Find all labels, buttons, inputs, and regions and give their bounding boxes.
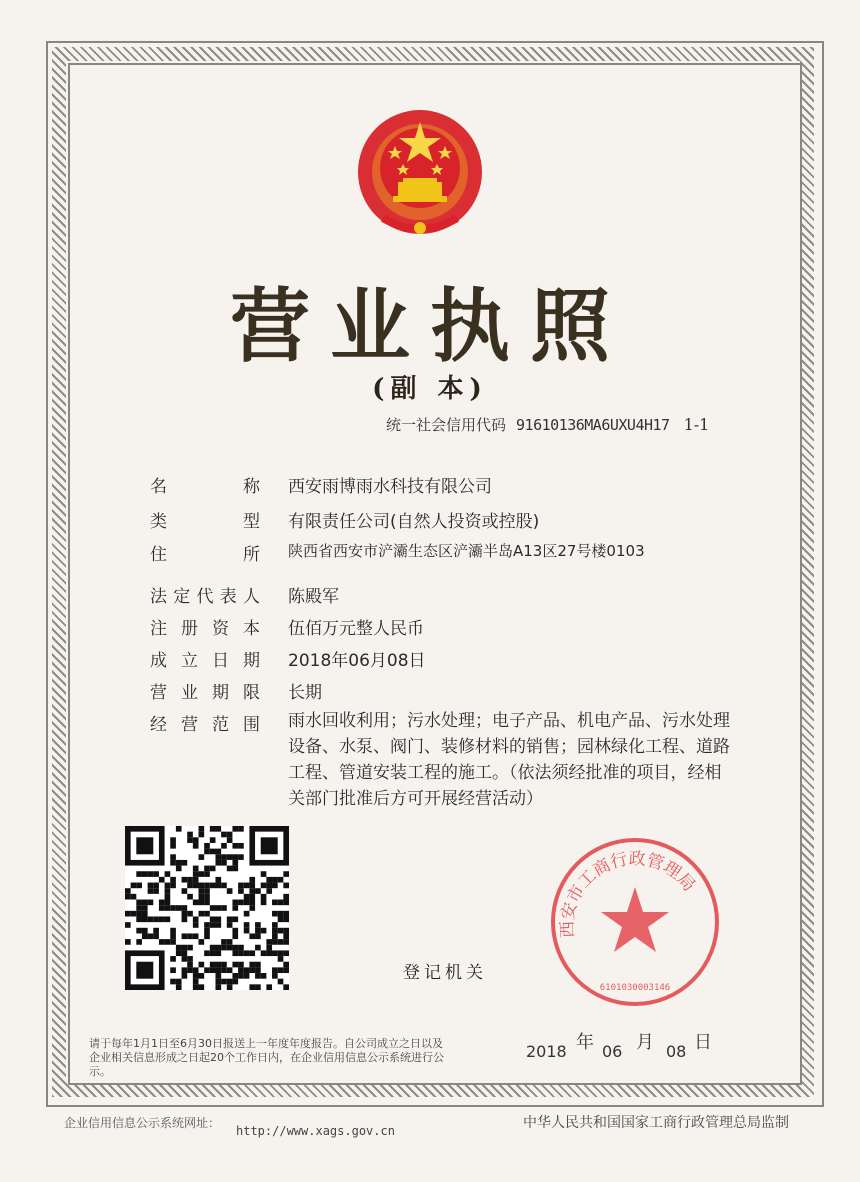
qr-code-icon[interactable] [123,826,291,990]
field-founded [150,646,426,671]
national-emblem-icon [343,100,498,255]
field-address [150,540,645,565]
field-scope [150,710,260,735]
field-value: 长期 [288,683,322,703]
copy-number: 1-1 [683,415,710,434]
seal-text: 西安市工商行政管理局 [557,849,699,939]
field-label: 经 营 范 围 [150,715,260,735]
credit-code-label: 统一社会信用代码 [386,416,507,434]
document-title: 营业执照 [230,279,630,373]
month-unit: 月 [636,1032,654,1053]
field-term [150,678,322,703]
field-value: 西安雨博雨水科技有限公司 [288,477,492,497]
field-legal-rep [150,582,339,607]
footer-url-link[interactable]: http://www.xags.gov.cn [236,1124,395,1138]
business-scope-text: 雨水回收利用；污水处理；电子产品、机电产品、污水处理设备、水泵、阀门、装修材料的销售；园林绿化工程、道路工程、管道安装工程的施工。（依法须经批准的项目，经相关部门批准后方可开展经营活动） [288,711,730,809]
registry-authority: 登记机关 [403,963,487,983]
field-capital [150,614,424,639]
field-label: 法 定 代 表 人 [150,587,260,607]
field-label: 类 型 [150,512,260,532]
annual-report-notice: 请于每年1月1日至6月30日报送上一年度年度报告。自公司成立之日以及企业相关信息形成之日起20个工作日内，在企业信用信息公示系统进行公示。 [89,1037,444,1078]
field-label: 名 称 [150,477,260,497]
field-value: 陕西省西安市浐灞生态区浐灞半岛A13区27号楼0103 [288,542,645,560]
registry-seal-icon [545,832,725,1012]
credit-code-value: 91610136MA6UXU4H17 [516,416,670,434]
issue-day: 08 [666,1042,687,1061]
issue-month: 06 [602,1042,623,1061]
seal-number: 6101030003146 [599,983,671,993]
day-unit: 日 [694,1032,712,1053]
field-label: 营 业 期 限 [150,683,260,703]
field-label: 住 所 [150,545,260,565]
field-value: 有限责任公司(自然人投资或控股) [288,512,540,532]
year-unit: 年 [576,1032,594,1053]
field-label: 成 立 日 期 [150,651,260,671]
credit-code-line [386,414,709,435]
document-subtitle: (副 本) [372,374,488,404]
field-name [150,472,492,497]
field-label: 注 册 资 本 [150,619,260,639]
footer-website-label: 企业信用信息公示系统网址： [64,1116,221,1130]
footer-supervisor: 中华人民共和国国家工商行政管理总局监制 [523,1115,789,1131]
issue-year: 2018 [526,1042,567,1061]
field-value: 2018年06月08日 [288,651,426,671]
field-value: 伍佰万元整人民币 [288,619,424,639]
field-value: 陈殿军 [288,587,339,607]
field-type [150,507,540,532]
